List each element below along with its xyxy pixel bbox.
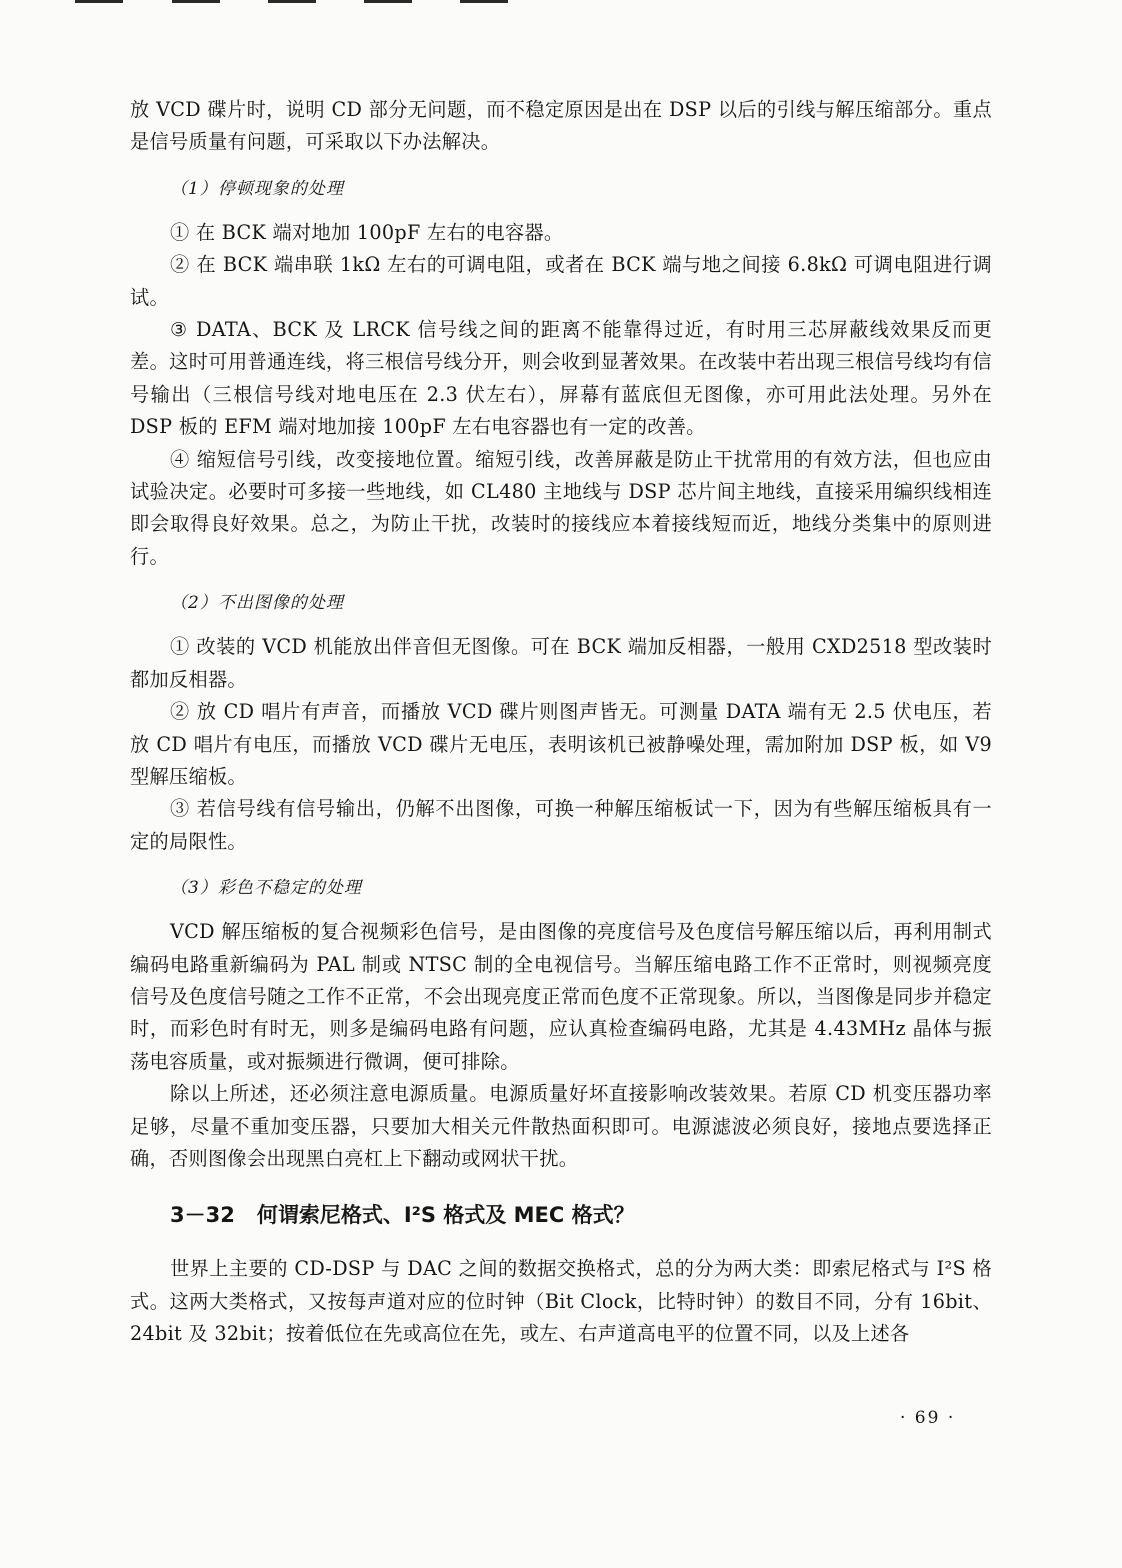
item-1-4: ④ 缩短信号引线，改变接地位置。缩短引线，改善屏蔽是防止干扰常用的有效方法，但也应由试验决定。必要时可多接一些地线，如 CL480 主地线与 DSP 芯片间主地线，直接采用编织线相连即会取得良好效果。总之，为防止干扰，改装时的接线应本着接线短而近，地线分类集中的原则进行。	[130, 447, 992, 568]
page-number: · 69 ·	[900, 1408, 956, 1428]
intro-paragraph: 放 VCD 碟片时，说明 CD 部分无问题，而不稳定原因是出在 DSP 以后的引线与解压缩部分。重点是信号质量有问题，可采取以下办法解决。	[130, 98, 992, 154]
final-paragraph: 世界上主要的 CD-DSP 与 DAC 之间的数据交换格式，总的分为两大类：即索尼格式与 I²S 格式。这两大类格式，又按每声道对应的位时钟（Bit Clock，比特时钟）的数目不同，分有 16bit、24bit 及 32bit；按着低位在先或高位在先，或左、右声道高电平的位置不同，以及上述各	[130, 1257, 992, 1346]
subsection-heading-3: （3）彩色不稳定的处理	[170, 878, 362, 899]
scan-top-marks	[0, 0, 1122, 6]
page-body	[130, 94, 992, 1351]
item-2-3: ③ 若信号线有信号输出，仍解不出图像，可换一种解压缩板试一下，因为有些解压缩板具有一定的局限性。	[130, 797, 992, 853]
item-1-3: ③ DATA、BCK 及 LRCK 信号线之间的距离不能靠得过近，有时用三芯屏蔽线效果反而更差。这时可用普通连线，将三根信号线分开，则会收到显著效果。在改装中若出现三根信号线均有信号输出（三根信号线对地电压在 2.3 伏左右），屏幕有蓝底但无图像，亦可用此法处理。另外在 DSP 板的 EFM 端对地加接 100pF 左右电容器也有一定的改善。	[130, 318, 992, 439]
item-1-2: ② 在 BCK 端串联 1kΩ 左右的可调电阻，或者在 BCK 端与地之间接 6.8kΩ 可调电阻进行调试。	[130, 253, 992, 309]
subsection-heading-2: （2）不出图像的处理	[170, 593, 344, 614]
subsection-heading-1: （1）停顿现象的处理	[170, 178, 344, 199]
item-1-1: ① 在 BCK 端对地加 100pF 左右的电容器。	[170, 220, 564, 244]
item-2-2: ② 放 CD 唱片有声音，而播放 VCD 碟片则图声皆无。可测量 DATA 端有无 2.5 伏电压，若放 CD 唱片有电压，而播放 VCD 碟片无电压，表明该机已被静噪处理，需加附加 DSP 板，如 V9 型解压缩板。	[130, 700, 992, 788]
item-3-2: 除以上所述，还必须注意电源质量。电源质量好坏直接影响改装效果。若原 CD 机变压器功率足够，尽量不重加变压器，只要加大相关元件散热面积即可。电源滤波必须良好，接地点要选择正确，否则图像会出现黑白亮杠上下翻动或网状干扰。	[130, 1082, 992, 1170]
section-number: 3－32	[170, 1203, 235, 1228]
section-heading	[130, 1197, 992, 1233]
item-2-1: ① 改装的 VCD 机能放出伴音但无图像。可在 BCK 端加反相器，一般用 CXD2518 型改装时都加反相器。	[130, 635, 992, 691]
item-3-1: VCD 解压缩板的复合视频彩色信号，是由图像的亮度信号及色度信号解压缩以后，再利用制式编码电路重新编码为 PAL 制或 NTSC 制的全电视信号。当解压缩电路工作不正常时，则视频亮度信号及色度信号随之工作不正常，不会出现亮度正常而色度不正常现象。所以，当图像是同步并稳定时，而彩色时有时无，则多是编码电路有问题，应认真检查编码电路，尤其是 4.43MHz 晶体与振荡电容质量，或对振频进行微调，便可排除。	[130, 920, 992, 1073]
section-title: 何谓索尼格式、I²S 格式及 MEC 格式？	[256, 1203, 635, 1228]
